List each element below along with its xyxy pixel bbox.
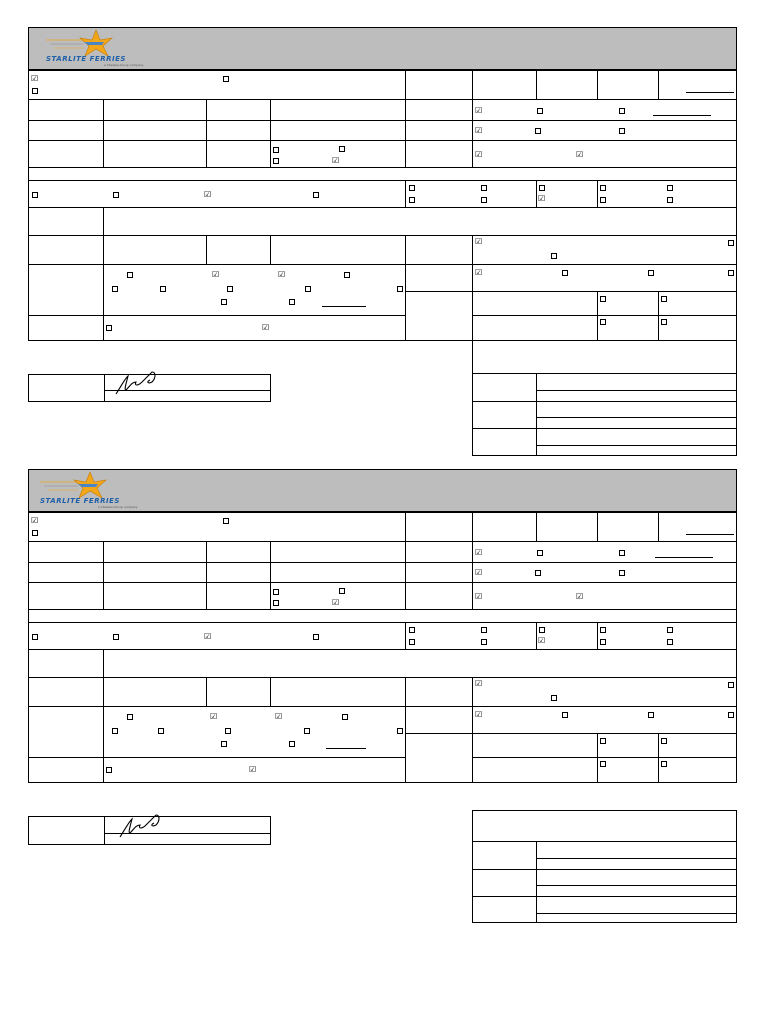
approval-box <box>472 340 737 456</box>
row4-cell-e <box>405 140 473 168</box>
row3-cell-b <box>103 120 207 141</box>
row9-cell-a <box>28 757 104 783</box>
row3-cell-e <box>405 120 473 141</box>
approval-subline <box>536 913 737 914</box>
blank-line <box>653 115 711 116</box>
starlite-ferries-logo <box>44 28 144 66</box>
spacer-row <box>28 609 737 623</box>
row2-cell-c <box>206 541 271 563</box>
blank-line <box>326 748 366 749</box>
check-mark-icon[interactable]: ☑ <box>475 268 483 277</box>
logo-tagline: a Chelsea Group company <box>98 505 138 509</box>
row8-cell-d <box>472 706 737 734</box>
checkbox[interactable] <box>158 728 164 734</box>
checkbox[interactable] <box>600 185 606 191</box>
check-mark-icon[interactable]: ☑ <box>475 679 483 688</box>
checkbox[interactable] <box>667 185 673 191</box>
check-mark-icon[interactable]: ☑ <box>475 548 483 557</box>
check-mark-icon[interactable]: ☑ <box>210 712 218 721</box>
blank-line <box>655 557 713 558</box>
row4-cell-e <box>405 582 473 610</box>
checkbox[interactable] <box>113 634 119 640</box>
row1-cell-e <box>597 70 659 100</box>
checkbox[interactable] <box>481 197 487 203</box>
checkbox[interactable] <box>225 728 231 734</box>
approval-divider <box>472 841 737 842</box>
check-mark-icon[interactable]: ☑ <box>475 237 483 246</box>
checkbox[interactable] <box>535 570 541 576</box>
checkbox[interactable] <box>409 197 415 203</box>
checkbox[interactable] <box>32 530 38 536</box>
form-copy-1 <box>0 0 768 470</box>
row1-cell-e <box>597 512 659 542</box>
row8-cell-a <box>28 264 104 316</box>
row7-cell-e <box>405 677 473 707</box>
row3-cell-a <box>28 120 104 141</box>
right-stack-label <box>405 291 473 341</box>
blank-line <box>686 92 734 93</box>
checkbox[interactable] <box>273 158 279 164</box>
row2-cell-b <box>103 99 207 121</box>
checkbox[interactable] <box>619 108 625 114</box>
right-stack-r1b <box>597 733 659 758</box>
checkbox[interactable] <box>648 712 654 718</box>
right-stack-r1a <box>472 291 598 316</box>
checkbox[interactable] <box>313 634 319 640</box>
check-mark-icon[interactable]: ☑ <box>475 126 483 135</box>
approval-line <box>472 896 737 897</box>
checkbox[interactable] <box>481 627 487 633</box>
row7-cell-a <box>28 677 104 707</box>
checkbox[interactable] <box>661 761 667 767</box>
checkbox[interactable] <box>127 714 133 720</box>
row5-cell-c <box>536 180 598 208</box>
check-mark-icon[interactable]: ☑ <box>204 632 212 641</box>
row2-cell-b <box>103 541 207 563</box>
handwritten-signature-icon <box>116 811 166 841</box>
row3-cell-e <box>405 562 473 583</box>
row6-cell-a <box>28 649 104 678</box>
approval-subline <box>536 390 737 391</box>
approval-line <box>472 428 737 429</box>
check-mark-icon[interactable]: ☑ <box>538 194 546 203</box>
row2-cell-e <box>405 99 473 121</box>
checkbox[interactable] <box>409 639 415 645</box>
row2-cell-a <box>28 99 104 121</box>
checkbox[interactable] <box>227 286 233 292</box>
checkbox[interactable] <box>32 88 38 94</box>
row7-cell-a <box>28 235 104 265</box>
row3-cell-d <box>270 120 406 141</box>
row5-cell-b <box>405 180 537 208</box>
row1-cell-c <box>472 512 537 542</box>
blank-line <box>322 306 366 307</box>
row7-cell-c <box>206 235 271 265</box>
checkbox[interactable] <box>313 192 319 198</box>
check-mark-icon[interactable]: ☑ <box>275 712 283 721</box>
checkbox[interactable] <box>273 589 279 595</box>
checkbox[interactable] <box>661 296 667 302</box>
check-mark-icon[interactable]: ☑ <box>475 106 483 115</box>
row5-cell-a <box>28 622 406 650</box>
row4-cell-c <box>206 582 271 610</box>
approval-subline <box>536 858 737 859</box>
checkbox[interactable] <box>619 550 625 556</box>
checkbox[interactable] <box>221 741 227 747</box>
right-stack-r1c <box>658 291 737 316</box>
checkbox[interactable] <box>600 296 606 302</box>
checkbox[interactable] <box>160 286 166 292</box>
checkbox[interactable] <box>562 712 568 718</box>
row1-cell-b <box>405 512 473 542</box>
row1-main-cell <box>28 512 406 542</box>
checkbox[interactable] <box>667 197 673 203</box>
row6-cell-b <box>103 207 737 236</box>
approval-box <box>472 810 737 923</box>
spacer-row <box>28 167 737 181</box>
checkbox[interactable] <box>397 728 403 734</box>
right-stack-label <box>405 733 473 783</box>
checkbox[interactable] <box>539 185 545 191</box>
checkbox[interactable] <box>223 76 229 82</box>
checkbox[interactable] <box>537 108 543 114</box>
checkbox[interactable] <box>32 634 38 640</box>
check-mark-icon[interactable]: ☑ <box>249 765 257 774</box>
right-stack-r1a <box>472 733 598 758</box>
checkbox[interactable] <box>728 240 734 246</box>
row2-cell-f <box>472 99 737 121</box>
row8-cell-c <box>405 264 473 292</box>
check-mark-icon[interactable]: ☑ <box>475 710 483 719</box>
checkbox[interactable] <box>221 299 227 305</box>
approval-line <box>472 869 737 870</box>
row2-cell-d <box>270 99 406 121</box>
row3-cell-d <box>270 562 406 583</box>
checkbox[interactable] <box>344 272 350 278</box>
row1-cell-f <box>658 70 737 100</box>
starlite-ferries-logo <box>38 470 138 508</box>
checkbox[interactable] <box>113 192 119 198</box>
checkbox[interactable] <box>481 639 487 645</box>
checkbox[interactable] <box>600 639 606 645</box>
approval-line <box>472 401 737 402</box>
checkbox[interactable] <box>667 627 673 633</box>
row8-cell-b <box>103 264 406 316</box>
row4-cell-b <box>103 582 207 610</box>
row2-cell-d <box>270 541 406 563</box>
checkbox[interactable] <box>409 185 415 191</box>
checkbox[interactable] <box>600 738 606 744</box>
checkbox[interactable] <box>32 192 38 198</box>
right-stack-r2c <box>658 315 737 341</box>
row1-cell-c <box>472 70 537 100</box>
check-mark-icon[interactable]: ☑ <box>475 150 483 159</box>
check-mark-icon[interactable]: ☑ <box>538 636 546 645</box>
row7-cell-f <box>472 235 737 265</box>
checkbox[interactable] <box>305 286 311 292</box>
form-copy-2 <box>0 442 768 912</box>
row8-cell-b <box>103 706 406 758</box>
checkbox[interactable] <box>106 767 112 773</box>
checkbox[interactable] <box>289 299 295 305</box>
checkbox[interactable] <box>342 714 348 720</box>
checkbox[interactable] <box>562 270 568 276</box>
checkbox[interactable] <box>600 319 606 325</box>
row3-cell-c <box>206 562 271 583</box>
checkbox[interactable] <box>619 128 625 134</box>
row3-cell-f <box>472 120 737 141</box>
checkbox[interactable] <box>289 741 295 747</box>
row2-cell-c <box>206 99 271 121</box>
row3-cell-c <box>206 120 271 141</box>
approval-subline <box>536 885 737 886</box>
approval-col-divider <box>536 841 537 923</box>
signature-divider <box>104 374 105 402</box>
row4-cell-a <box>28 582 104 610</box>
check-mark-icon[interactable]: ☑ <box>204 190 212 199</box>
row2-cell-e <box>405 541 473 563</box>
checkbox[interactable] <box>106 325 112 331</box>
logo-wordmark: STARLITE FERRIES <box>40 497 120 505</box>
checkbox[interactable] <box>728 682 734 688</box>
logo-tagline: a Chelsea Group company <box>104 63 144 67</box>
row9-cell-b <box>103 315 406 341</box>
blank-line <box>686 534 734 535</box>
right-stack-r2b <box>597 315 659 341</box>
row7-cell-b <box>103 677 207 707</box>
checkbox[interactable] <box>600 197 606 203</box>
row2-cell-f <box>472 541 737 563</box>
checkbox[interactable] <box>619 570 625 576</box>
row4-cell-b <box>103 140 207 168</box>
row4-cell-f <box>472 582 737 610</box>
row7-cell-b <box>103 235 207 265</box>
right-stack-r2c <box>658 757 737 783</box>
row7-cell-c <box>206 677 271 707</box>
row4-cell-a <box>28 140 104 168</box>
checkbox[interactable] <box>127 272 133 278</box>
row5-cell-b <box>405 622 537 650</box>
checkbox[interactable] <box>112 728 118 734</box>
check-mark-icon[interactable]: ☑ <box>278 270 286 279</box>
check-mark-icon[interactable]: ☑ <box>332 598 340 607</box>
check-mark-icon[interactable]: ☑ <box>576 150 584 159</box>
checkbox[interactable] <box>728 712 734 718</box>
row3-cell-a <box>28 562 104 583</box>
check-mark-icon[interactable]: ☑ <box>475 568 483 577</box>
row1-cell-f <box>658 512 737 542</box>
signature-divider <box>104 816 105 845</box>
checkbox[interactable] <box>661 738 667 744</box>
check-mark-icon[interactable]: ☑ <box>262 323 270 332</box>
check-mark-icon[interactable]: ☑ <box>576 592 584 601</box>
checkbox[interactable] <box>551 253 557 259</box>
checkbox[interactable] <box>112 286 118 292</box>
row8-cell-c <box>405 706 473 734</box>
handwritten-signature-icon <box>112 368 162 398</box>
checkbox[interactable] <box>273 600 279 606</box>
row1-cell-b <box>405 70 473 100</box>
row7-cell-f <box>472 677 737 707</box>
check-mark-icon[interactable]: ☑ <box>31 74 39 83</box>
checkbox[interactable] <box>339 588 345 594</box>
row6-cell-a <box>28 207 104 236</box>
checkbox[interactable] <box>339 146 345 152</box>
checkbox[interactable] <box>667 639 673 645</box>
row8-cell-d <box>472 264 737 292</box>
row3-cell-b <box>103 562 207 583</box>
row5-cell-c <box>536 622 598 650</box>
row6-cell-b <box>103 649 737 678</box>
logo-wordmark: STARLITE FERRIES <box>46 55 126 63</box>
checkbox[interactable] <box>539 627 545 633</box>
row1-main-cell <box>28 70 406 100</box>
check-mark-icon[interactable]: ☑ <box>212 270 220 279</box>
checkbox[interactable] <box>409 627 415 633</box>
right-stack-r1b <box>597 291 659 316</box>
checkbox[interactable] <box>537 550 543 556</box>
checkbox[interactable] <box>481 185 487 191</box>
checkbox[interactable] <box>661 319 667 325</box>
right-stack-r2a <box>472 315 598 341</box>
checkbox[interactable] <box>535 128 541 134</box>
row1-cell-d <box>536 70 598 100</box>
checkbox[interactable] <box>273 147 279 153</box>
check-mark-icon[interactable]: ☑ <box>475 592 483 601</box>
right-stack-r1c <box>658 733 737 758</box>
right-stack-r2b <box>597 757 659 783</box>
checkbox[interactable] <box>600 761 606 767</box>
row7-cell-e <box>405 235 473 265</box>
check-mark-icon[interactable]: ☑ <box>31 516 39 525</box>
row1-cell-d <box>536 512 598 542</box>
row9-cell-a <box>28 315 104 341</box>
row7-cell-d <box>270 677 406 707</box>
checkbox[interactable] <box>397 286 403 292</box>
row8-cell-a <box>28 706 104 758</box>
checkbox[interactable] <box>223 518 229 524</box>
row3-cell-f <box>472 562 737 583</box>
approval-divider <box>472 373 737 374</box>
checkbox[interactable] <box>728 270 734 276</box>
row4-cell-f <box>472 140 737 168</box>
checkbox[interactable] <box>304 728 310 734</box>
check-mark-icon[interactable]: ☑ <box>332 156 340 165</box>
checkbox[interactable] <box>600 627 606 633</box>
row2-cell-a <box>28 541 104 563</box>
row5-cell-a <box>28 180 406 208</box>
row4-cell-c <box>206 140 271 168</box>
right-stack-r2a <box>472 757 598 783</box>
approval-subline <box>536 417 737 418</box>
checkbox[interactable] <box>648 270 654 276</box>
checkbox[interactable] <box>551 695 557 701</box>
row7-cell-d <box>270 235 406 265</box>
